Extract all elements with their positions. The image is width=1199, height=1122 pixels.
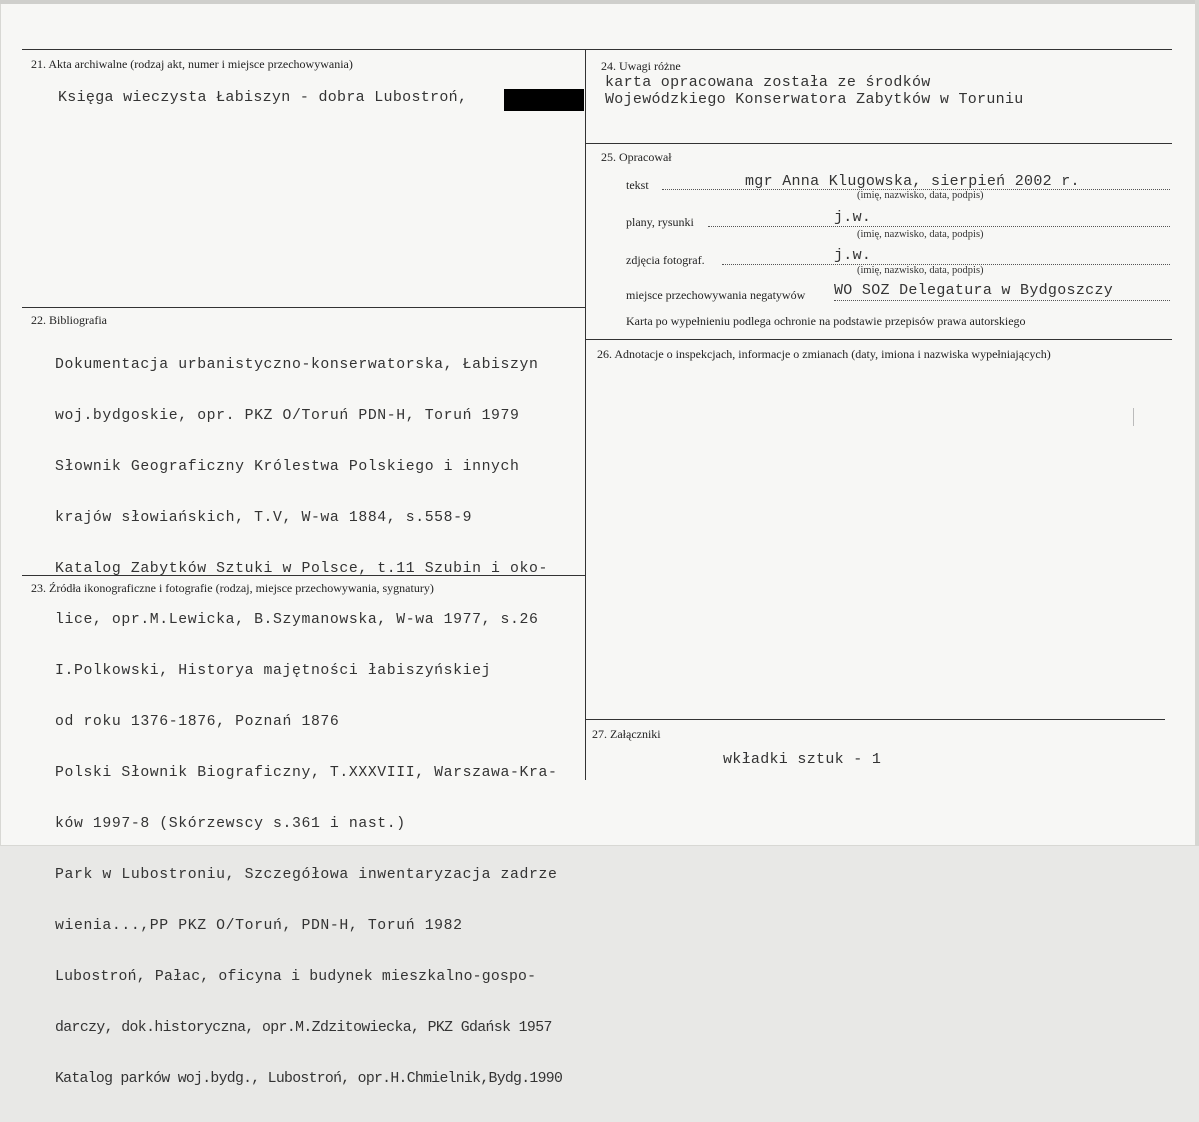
bibliography-line: Katalog Zabytków Sztuki w Polsce, t.11 Szubin i oko- <box>55 561 548 577</box>
bibliography-line: Lubostroń, Pałac, oficyna i budynek mieszkalno-gospo- <box>55 969 537 985</box>
section-27-heading: 27. Załączniki <box>592 727 661 741</box>
divider-top <box>22 49 1172 50</box>
divider-center <box>585 49 586 780</box>
bibliography-line: Polski Słownik Biograficzny, T.XXXVIII, Warszawa-Kra- <box>55 765 558 781</box>
section-23-heading: 23. Źródła ikonograficzne i fotografie (rodzaj, miejsce przechowywania, sygnatury) <box>31 581 434 595</box>
copyright-note: Karta po wypełnieniu podlega ochronie na podstawie przepisów prawa autorskiego <box>626 314 1026 328</box>
section-21-text: Księga wieczysta Łabiszyn - dobra Lubostroń, <box>58 89 468 106</box>
plany-value: j.w. <box>834 209 872 226</box>
divider-26-27 <box>585 719 1165 720</box>
zdjecia-label: zdjęcia fotograf. <box>626 253 705 267</box>
divider-21-22 <box>22 307 585 308</box>
section-26-heading: 26. Adnotacje o inspekcjach, informacje o zmianach (daty, imiona i nazwiska wypełniających) <box>597 347 1051 361</box>
section-24-line-1: karta opracowana została ze środków <box>605 74 931 91</box>
attachments-text: wkładki sztuk - 1 <box>723 751 882 768</box>
miejsce-label: miejsce przechowywania negatywów <box>626 288 806 302</box>
bibliography-line: od roku 1376-1876, Poznań 1876 <box>55 714 340 730</box>
plany-hint: (imię, nazwisko, data, podpis) <box>857 229 984 240</box>
bibliography-line: krajów słowiańskich, T.V, W-wa 1884, s.558-9 <box>55 510 473 526</box>
bibliography-line: Słownik Geograficzny Królestwa Polskiego i innych <box>55 459 520 475</box>
bibliography-line: Katalog parków woj.bydg., Lubostroń, opr.H.Chmielnik,Bydg.1990 <box>55 1071 563 1087</box>
bibliography-line: Dokumentacja urbanistyczno-konserwatorska, Łabiszyn <box>55 357 539 373</box>
tekst-label: tekst <box>626 178 649 192</box>
plany-dotted-line <box>708 226 1170 227</box>
bibliography-line: Park w Lubostroniu, Szczegółowa inwentaryzacja zadrze <box>55 867 558 883</box>
section-21-heading: 21. Akta archiwalne (rodzaj akt, numer i miejsce przechowywania) <box>31 57 353 71</box>
bibliography-list <box>55 323 562 1122</box>
zdjecia-hint: (imię, nazwisko, data, podpis) <box>857 265 984 276</box>
bibliography-line: wienia...,PP PKZ O/Toruń, PDN-H, Toruń 1982 <box>55 918 463 934</box>
section-25-heading: 25. Opracował <box>601 150 672 164</box>
bibliography-line: woj.bydgoskie, opr. PKZ O/Toruń PDN-H, Toruń 1979 <box>55 408 520 424</box>
divider-25-26 <box>585 339 1172 340</box>
plany-label: plany, rysunki <box>626 215 694 229</box>
paper-top-edge <box>0 0 1199 4</box>
bibliography-line: I.Polkowski, Historya majętności łabiszyńskiej <box>55 663 492 679</box>
bibliography-line: darczy, dok.historyczna, opr.M.Zdzitowiecka, PKZ Gdańsk 1957 <box>55 1020 552 1036</box>
miejsce-dotted-line <box>834 300 1170 301</box>
pencil-mark <box>1133 408 1134 426</box>
section-24-line-2: Wojewódzkiego Konserwatora Zabytków w Toruniu <box>605 91 1024 108</box>
divider-24-25 <box>585 143 1172 144</box>
section-22-heading: 22. Bibliografia <box>31 313 107 327</box>
miejsce-value: WO SOZ Delegatura w Bydgoszczy <box>834 282 1114 299</box>
tekst-value: mgr Anna Klugowska, sierpień 2002 r. <box>745 173 1080 190</box>
redaction-box <box>504 89 584 111</box>
bibliography-line: lice, opr.M.Lewicka, B.Szymanowska, W-wa 1977, s.26 <box>55 612 539 628</box>
paper-right-edge <box>1195 0 1199 846</box>
section-24-heading: 24. Uwagi różne <box>601 59 681 73</box>
bibliography-line: ków 1997-8 (Skórzewscy s.361 i nast.) <box>55 816 406 832</box>
tekst-hint: (imię, nazwisko, data, podpis) <box>857 190 984 201</box>
zdjecia-value: j.w. <box>834 247 872 264</box>
